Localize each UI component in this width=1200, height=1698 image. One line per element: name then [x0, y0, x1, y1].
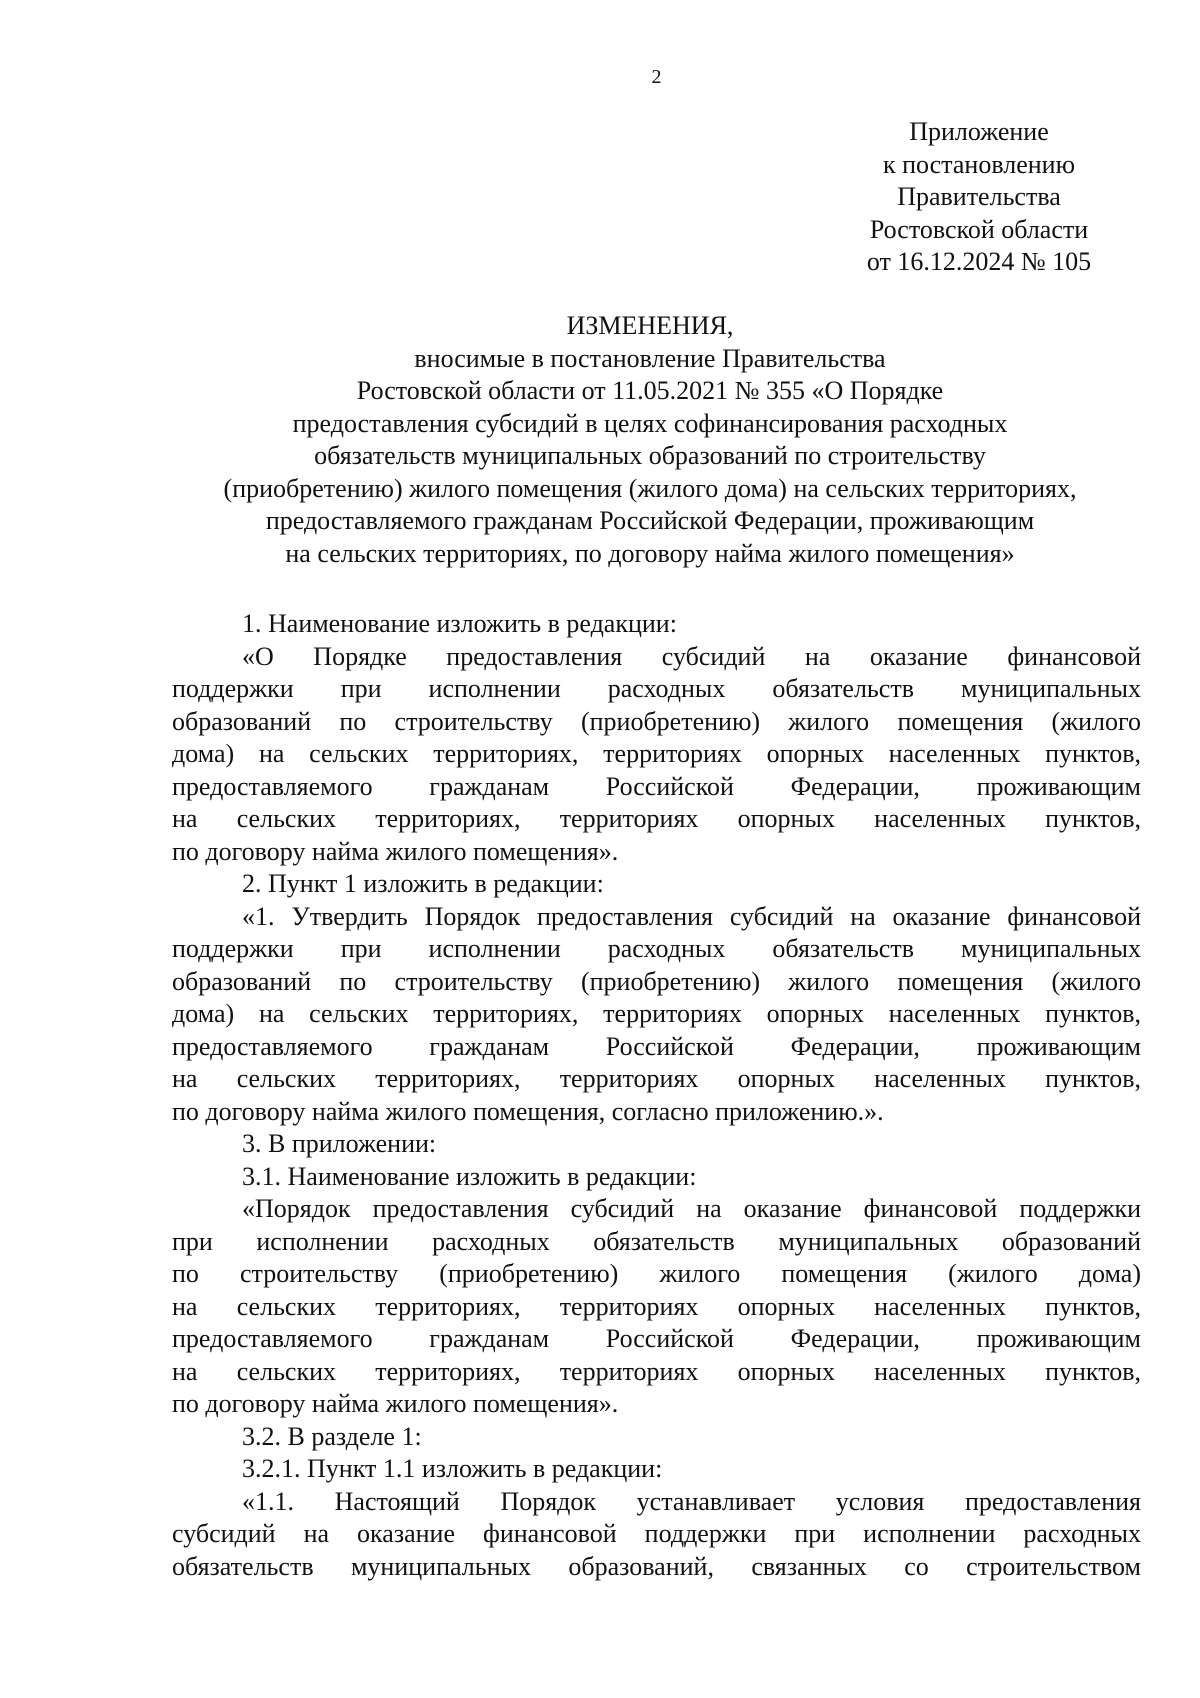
body-line: по строительству (приобретению) жилого помещения (жилого дома): [172, 1259, 1141, 1288]
body-line: обязательств муниципальных образований, связанных со строительством: [172, 1551, 1141, 1581]
document-title: [150, 310, 1150, 570]
document-body: [172, 608, 1141, 1583]
approval-line: к постановлению: [882, 149, 1076, 179]
title-line: предоставляемого гражданам Российской Федерации, проживающим: [265, 506, 1035, 535]
body-line: по договору найма жилого помещения, согласно приложению.».: [172, 1096, 884, 1126]
body-line: при исполнении расходных обязательств муниципальных образований: [172, 1226, 1141, 1256]
body-line: образований по строительству (приобретению) жилого помещения (жилого: [172, 706, 1141, 736]
item-3-1-heading: 3.1. Наименование изложить в редакции:: [242, 1161, 697, 1191]
body-line: образований по строительству (приобретению) жилого помещения (жилого: [172, 966, 1141, 996]
body-line: «1.1. Настоящий Порядок устанавливает условия предоставления: [242, 1486, 1141, 1516]
item-3-heading: 3. В приложении:: [242, 1129, 437, 1158]
body-line: дома) на сельских территориях, территориях опорных населенных пунктов,: [172, 999, 1141, 1028]
body-line: предоставляемого гражданам Российской Федерации, проживающим: [172, 1324, 1141, 1353]
body-line: предоставляемого гражданам Российской Федерации, проживающим: [172, 1031, 1141, 1061]
body-line: поддержки при исполнении расходных обязательств муниципальных: [172, 674, 1141, 703]
body-line: на сельских территориях, территориях опорных населенных пунктов,: [172, 1356, 1141, 1386]
body-line: «1. Утвердить Порядок предоставления субсидий на оказание финансовой: [242, 901, 1141, 931]
title-line: обязательств муниципальных образований по строительству: [314, 441, 986, 470]
item-3-2-heading: 3.2. В разделе 1:: [242, 1421, 422, 1451]
body-line: на сельских территориях, территориях опорных населенных пунктов,: [172, 1291, 1141, 1321]
body-line: на сельских территориях, территориях опорных населенных пунктов,: [172, 1064, 1141, 1093]
title-line: (приобретению) жилого помещения (жилого дома) на сельских территориях,: [223, 473, 1077, 503]
body-line: дома) на сельских территориях, территориях опорных населенных пунктов,: [172, 739, 1141, 768]
item-1-heading: 1. Наименование изложить в редакции:: [242, 609, 677, 638]
title-line: вносимые в постановление Правительства: [414, 343, 886, 373]
body-line: субсидий на оказание финансовой поддержки при исполнении расходных: [172, 1519, 1141, 1548]
approval-line: Приложение: [909, 117, 1049, 146]
page-number: 2: [651, 66, 662, 88]
approval-stamp: [834, 116, 1124, 279]
approval-line: Ростовской области: [869, 214, 1089, 244]
body-line: предоставляемого гражданам Российской Федерации, проживающим: [172, 771, 1141, 801]
item-3-2-1-heading: 3.2.1. Пункт 1.1 изложить в редакции:: [242, 1454, 663, 1483]
title-line: предоставления субсидий в целях софинансирования расходных: [292, 408, 1008, 438]
title-heading: ИЗМЕНЕНИЯ,: [566, 311, 734, 340]
body-line: поддержки при исполнении расходных обязательств муниципальных: [172, 934, 1141, 963]
body-line: на сельских территориях, территориях опорных населенных пунктов,: [172, 804, 1141, 833]
title-line: Ростовской области от 11.05.2021 № 355 «О Порядке: [356, 376, 944, 405]
item-2-heading: 2. Пункт 1 изложить в редакции:: [242, 869, 604, 898]
approval-line: от 16.12.2024 № 105: [866, 247, 1092, 276]
body-line: по договору найма жилого помещения».: [172, 836, 619, 866]
approval-line: Правительства: [897, 182, 1061, 211]
body-line: по договору найма жилого помещения».: [172, 1389, 619, 1418]
title-line: на сельских территориях, по договору найма жилого помещения»: [285, 538, 1015, 568]
body-line: «О Порядке предоставления субсидий на оказание финансовой: [242, 641, 1141, 671]
body-line: «Порядок предоставления субсидий на оказание финансовой поддержки: [242, 1194, 1141, 1223]
